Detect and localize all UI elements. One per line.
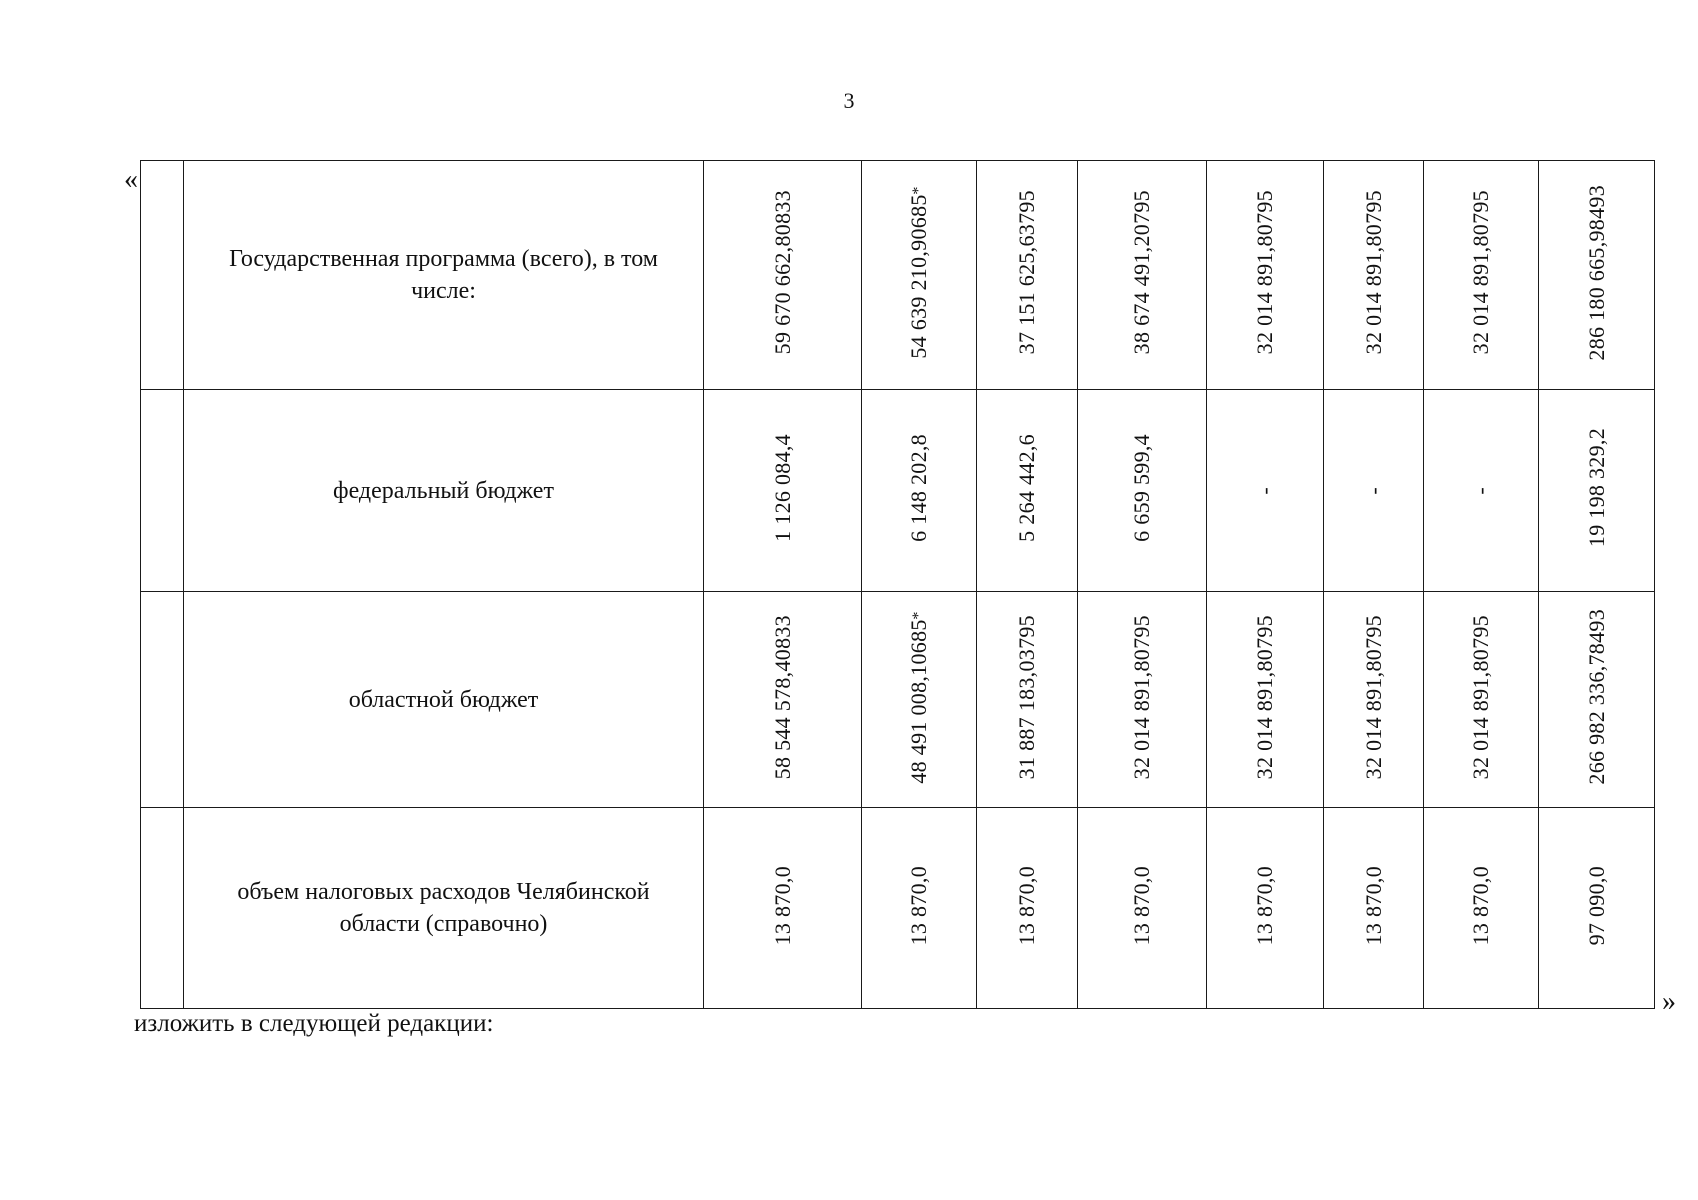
opening-quote-mark: « bbox=[124, 164, 138, 195]
value-cell bbox=[1539, 592, 1655, 808]
value-cell bbox=[1324, 592, 1424, 808]
row-label-cell bbox=[184, 808, 704, 1009]
value-cell bbox=[862, 161, 977, 390]
value-text bbox=[770, 866, 796, 945]
value-number: 32 014 891,80795 bbox=[1360, 614, 1386, 780]
value-text bbox=[1468, 487, 1494, 495]
value-text bbox=[1252, 615, 1278, 779]
value-number: 266 982 336,78493 bbox=[1583, 609, 1609, 785]
value-text bbox=[906, 434, 932, 542]
closing-quote-mark: » bbox=[1662, 986, 1676, 1017]
value-number: 31 887 183,03795 bbox=[1014, 614, 1039, 780]
value-cell bbox=[704, 390, 862, 592]
value-cell bbox=[977, 592, 1078, 808]
value-cell bbox=[704, 592, 862, 808]
value-cell bbox=[1424, 592, 1539, 808]
value-number: 13 870,0 bbox=[906, 865, 931, 946]
value-cell bbox=[1424, 390, 1539, 592]
value-cell bbox=[1324, 808, 1424, 1009]
row-label-cell bbox=[184, 390, 704, 592]
value-number: 5 264 442,6 bbox=[1014, 434, 1039, 542]
value-cell bbox=[1324, 161, 1424, 390]
value-number: 6 148 202,8 bbox=[906, 434, 931, 542]
value-number: 38 674 491,20795 bbox=[1129, 190, 1154, 355]
value-text bbox=[770, 615, 796, 779]
budget-table bbox=[140, 160, 1655, 1009]
table-row bbox=[141, 808, 1655, 1009]
value-number: - bbox=[1468, 486, 1493, 495]
value-text bbox=[1014, 190, 1040, 354]
row-number-cell bbox=[141, 592, 184, 808]
value-text bbox=[1014, 615, 1040, 779]
value-number: 13 870,0 bbox=[1129, 865, 1154, 946]
value-text bbox=[906, 866, 932, 945]
value-text bbox=[1252, 190, 1278, 354]
value-text bbox=[770, 434, 796, 542]
value-text bbox=[1361, 615, 1387, 779]
value-cell bbox=[1078, 592, 1207, 808]
value-number: 97 090,0 bbox=[1583, 865, 1609, 946]
row-label-cell bbox=[184, 161, 704, 390]
value-cell bbox=[1424, 161, 1539, 390]
value-cell bbox=[1207, 161, 1324, 390]
value-cell bbox=[1539, 161, 1655, 390]
footnote-mark: * bbox=[910, 610, 927, 619]
value-number: 32 014 891,80795 bbox=[1129, 614, 1154, 780]
footnote-mark: * bbox=[910, 186, 927, 195]
row-label: объем налоговых расходов Челябинской области (справочно) bbox=[237, 879, 650, 937]
value-cell bbox=[1207, 390, 1324, 592]
value-text bbox=[1361, 487, 1387, 495]
value-number: 13 870,0 bbox=[1360, 865, 1386, 946]
page-number: 3 bbox=[843, 88, 855, 113]
value-text bbox=[1014, 866, 1040, 945]
row-label-cell bbox=[184, 592, 704, 808]
value-cell bbox=[977, 808, 1078, 1009]
value-text bbox=[1129, 615, 1155, 779]
value-number: 32 014 891,80795 bbox=[1468, 614, 1493, 780]
value-text bbox=[1584, 185, 1610, 361]
value-text bbox=[1361, 190, 1387, 354]
value-cell bbox=[1324, 390, 1424, 592]
row-label: областной бюджет bbox=[348, 686, 539, 713]
value-cell bbox=[862, 390, 977, 592]
table-row bbox=[141, 161, 1655, 390]
value-text bbox=[1361, 866, 1387, 945]
value-number: 54 639 210,90685 bbox=[906, 194, 931, 359]
value-text bbox=[770, 190, 796, 354]
value-number: 37 151 625,63795 bbox=[1014, 190, 1039, 355]
value-number: - bbox=[1252, 486, 1277, 495]
value-text bbox=[1014, 434, 1040, 542]
footer-instruction-text: изложить в следующей редакции: bbox=[134, 1010, 494, 1037]
value-cell bbox=[1207, 592, 1324, 808]
value-text bbox=[1252, 487, 1278, 495]
value-number: 59 670 662,80833 bbox=[769, 190, 795, 355]
value-cell bbox=[704, 161, 862, 390]
value-text bbox=[1584, 609, 1610, 785]
value-cell bbox=[1424, 808, 1539, 1009]
value-number: 48 491 008,10685 bbox=[906, 619, 931, 784]
value-cell bbox=[704, 808, 862, 1009]
value-cell bbox=[862, 592, 977, 808]
value-number: 19 198 329,2 bbox=[1583, 428, 1609, 548]
value-number: 32 014 891,80795 bbox=[1252, 190, 1277, 355]
value-number: - bbox=[1360, 486, 1386, 495]
value-number: 32 014 891,80795 bbox=[1252, 614, 1277, 780]
value-text bbox=[1468, 615, 1494, 779]
value-cell bbox=[1078, 390, 1207, 592]
value-number: 32 014 891,80795 bbox=[1360, 190, 1386, 355]
value-text bbox=[906, 186, 932, 359]
value-text bbox=[1468, 866, 1494, 945]
value-number: 6 659 599,4 bbox=[1129, 434, 1154, 542]
value-text bbox=[1252, 866, 1278, 945]
table-row bbox=[141, 592, 1655, 808]
value-cell bbox=[977, 390, 1078, 592]
table-row bbox=[141, 390, 1655, 592]
value-number: 13 870,0 bbox=[1252, 865, 1277, 946]
value-cell bbox=[1078, 808, 1207, 1009]
row-number-cell bbox=[141, 808, 184, 1009]
value-cell bbox=[1539, 390, 1655, 592]
value-text bbox=[1129, 866, 1155, 945]
value-number: 32 014 891,80795 bbox=[1468, 190, 1493, 355]
row-number-cell bbox=[141, 161, 184, 390]
value-number: 1 126 084,4 bbox=[769, 434, 795, 542]
row-label: Государственная программа (всего), в том числе: bbox=[229, 246, 658, 304]
value-cell bbox=[1078, 161, 1207, 390]
value-cell bbox=[1207, 808, 1324, 1009]
row-number-cell bbox=[141, 390, 184, 592]
value-text bbox=[1584, 428, 1610, 547]
value-cell bbox=[862, 808, 977, 1009]
value-text bbox=[1129, 434, 1155, 542]
value-number: 13 870,0 bbox=[769, 865, 795, 946]
value-number: 13 870,0 bbox=[1014, 865, 1039, 946]
value-number: 286 180 665,98493 bbox=[1583, 184, 1609, 361]
value-number: 58 544 578,40833 bbox=[769, 614, 795, 780]
row-label: федеральный бюджет bbox=[333, 477, 554, 504]
value-text bbox=[1584, 866, 1610, 945]
value-cell bbox=[1539, 808, 1655, 1009]
value-cell bbox=[977, 161, 1078, 390]
value-text bbox=[906, 611, 932, 784]
value-number: 13 870,0 bbox=[1468, 865, 1493, 946]
value-text bbox=[1129, 190, 1155, 354]
value-text bbox=[1468, 190, 1494, 354]
